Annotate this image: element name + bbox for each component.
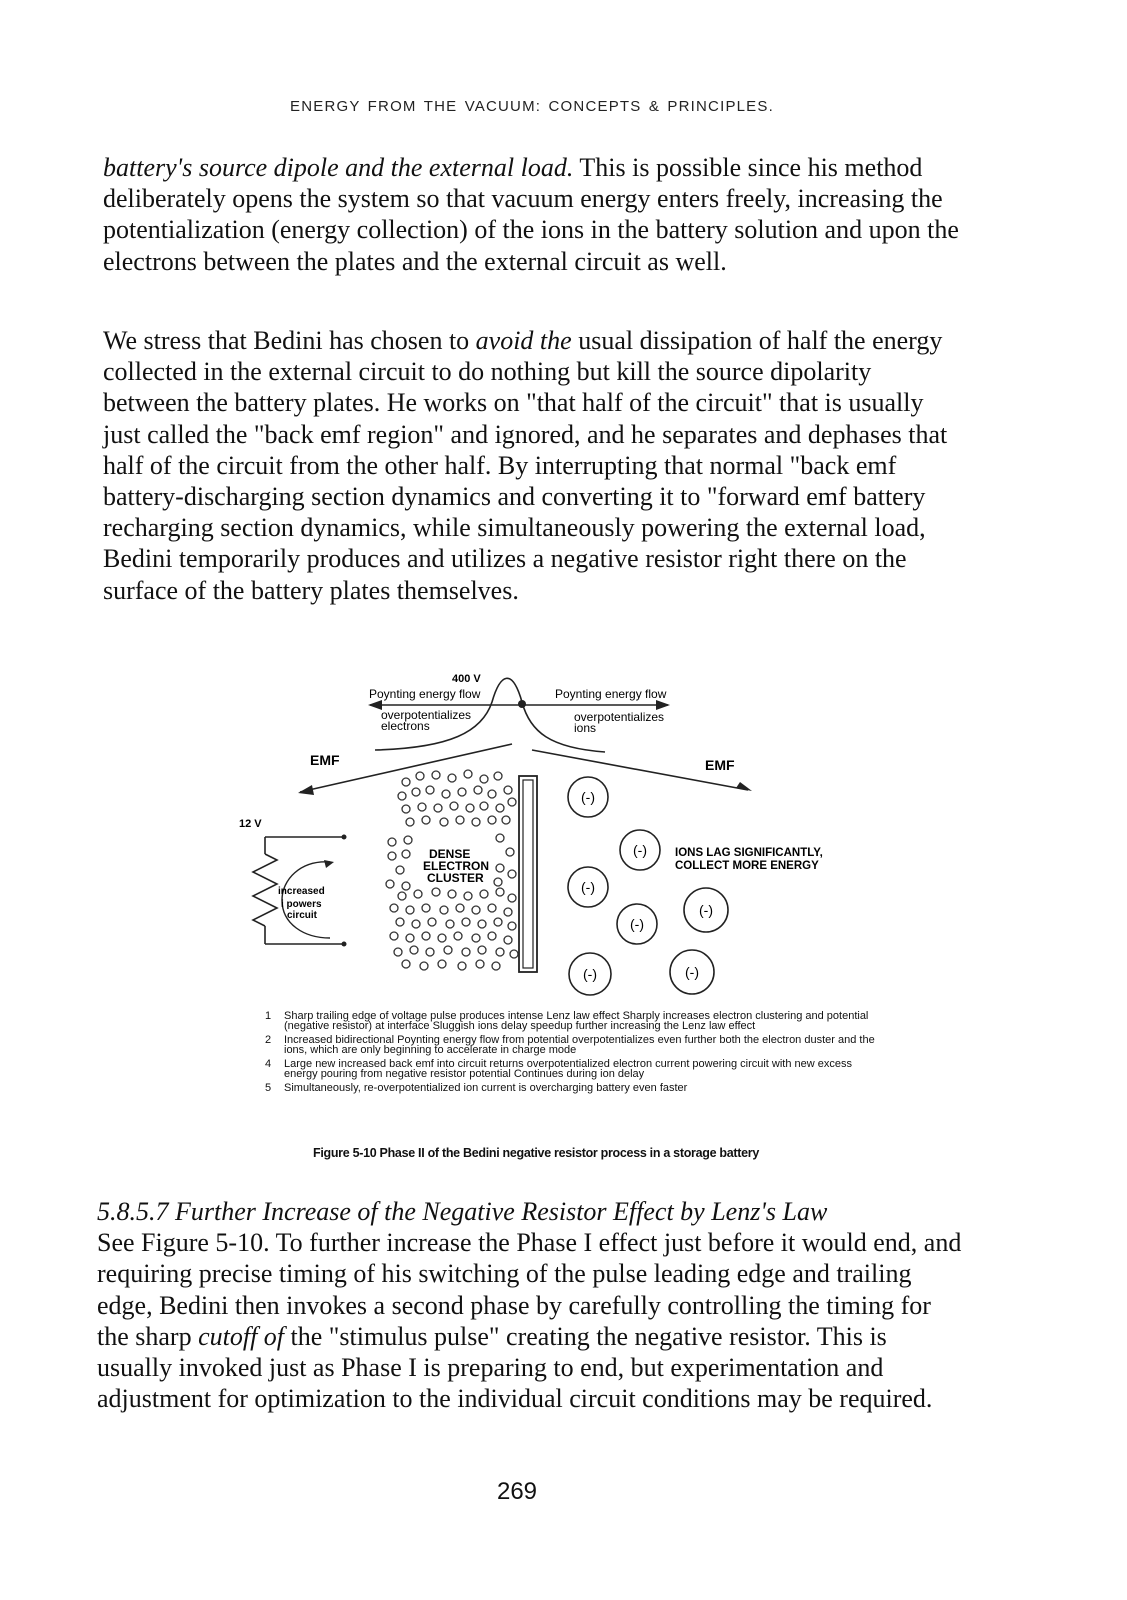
ion-charge-symbol: (-): [685, 964, 699, 980]
cluster-label-1: DENSE: [429, 847, 471, 861]
paragraph-1-text: This is possible since his method deliberately opens the system so that vacuum energy enters freely, increasing the potentialization (energy collection) of the ions in the battery solution and upon the electrons between the plates and the external circuit as well.: [103, 153, 959, 276]
electron-circle: [432, 888, 440, 896]
electron-circle: [496, 948, 504, 956]
electron-circle: [422, 904, 430, 912]
note-text: Simultaneously, re-overpotentialized ion current is overcharging battery even faster: [284, 1082, 688, 1094]
figure-note: [265, 1011, 885, 1031]
electron-circle: [448, 774, 456, 782]
note-text: Sharp trailing edge of voltage pulse produces intense Lenz law effect Sharply increases electron clustering and potential (negative resistor) at interface Sluggish ions delay speedup further increasing the Lenz law effect: [284, 1010, 869, 1032]
electron-circle: [406, 906, 414, 914]
electron-circle: [412, 788, 420, 796]
note-number: 2: [265, 1034, 272, 1046]
electron-circle: [488, 790, 496, 798]
electron-circle: [402, 778, 410, 786]
cluster-label-3: CLUSTER: [427, 871, 484, 885]
peak-voltage-label: 400 V: [452, 673, 481, 685]
electron-circle: [396, 918, 404, 926]
paragraph-2-text-b: usual dissipation of half the energy collected in the external circuit to do nothing but kill the source dipolarity between the battery plates. He works on "that half of the circuit" that is usually just called the "back emf region" and ignored, and he separates and dephases that half of the circuit from the other half. By interrupting that normal "back emf battery-discharging section dynamics and converting it to "forward emf battery recharging section dynamics, while simultaneously powering the external load, Bedini temporarily produces and utilizes a negative resistor right there on the surface of the battery plates themselves.: [103, 326, 948, 605]
figure-note: [265, 1059, 885, 1079]
ion-charge-symbol: (-): [630, 916, 644, 932]
paragraph-2-text-a: We stress that Bedini has chosen to: [103, 326, 476, 355]
note-number: 1: [265, 1010, 272, 1022]
electron-circle: [474, 786, 482, 794]
electron-circle: [494, 918, 502, 926]
paragraph-2: [103, 325, 963, 606]
loop-label-3: circuit: [287, 910, 318, 921]
electron-circle: [422, 932, 430, 940]
section-paragraph: [97, 1196, 967, 1414]
right-overpotentializes-label: overpotentializes: [574, 710, 665, 724]
electron-circle: [390, 932, 398, 940]
electron-circle: [462, 918, 470, 926]
electron-circle: [494, 772, 502, 780]
ion-charge-symbol: (-): [699, 902, 713, 918]
electron-circle: [456, 816, 464, 824]
electron-circle: [462, 948, 470, 956]
electron-circle: [508, 894, 516, 902]
electron-circle: [480, 802, 488, 810]
electron-circle: [414, 890, 422, 898]
figure-notes: [265, 1011, 885, 1097]
electron-circle: [480, 890, 488, 898]
electron-circle: [426, 948, 434, 956]
electron-circle: [428, 918, 436, 926]
figure-note: [265, 1035, 885, 1055]
electron-circle: [464, 770, 472, 778]
electron-circle: [488, 932, 496, 940]
electron-circle: [488, 816, 496, 824]
right-flow-label: Poynting energy flow: [555, 687, 667, 701]
electron-circle: [478, 920, 486, 928]
electron-circle: [440, 818, 448, 826]
electron-circle: [466, 804, 474, 812]
left-flow-label: Poynting energy flow: [369, 687, 481, 701]
electron-circle: [438, 960, 446, 968]
electron-circle: [432, 771, 440, 779]
note-text: Large new increased back emf into circuit returns overpotentialized electron current powering circuit with new excess energy pouring from negative resistor potential Continues during ion delay: [284, 1058, 852, 1080]
electron-circle: [388, 852, 396, 860]
electron-circle: [404, 836, 412, 844]
ion-charge-symbol: (-): [633, 842, 647, 858]
electron-circle: [492, 962, 500, 970]
electron-circle: [416, 772, 424, 780]
section-text-a: See Figure 5-10. To further increase the Phase I effect just before it would end, and requiring precise timing of his switching of the pulse leading edge and trailing edge, Bedini then invokes a second phase by carefully controlling the timing for the sharp: [97, 1228, 962, 1351]
electron-circle: [454, 932, 462, 940]
electron-circle: [472, 906, 480, 914]
electron-circle: [508, 870, 516, 878]
electron-circle: [506, 848, 514, 856]
paragraph-2-italic: avoid the: [475, 326, 572, 355]
figure-caption: Figure 5-10 Phase II of the Bedini negative resistor process in a storage battery: [313, 1146, 759, 1160]
note-number: 4: [265, 1058, 272, 1070]
electron-circle: [448, 890, 456, 898]
loop-label-1: increased: [278, 886, 325, 897]
electron-circle: [502, 816, 510, 824]
electron-circle: [450, 802, 458, 810]
electron-circle: [438, 934, 446, 942]
electron-circle: [458, 962, 466, 970]
electron-circle: [504, 908, 512, 916]
electron-circle: [488, 904, 496, 912]
electron-circle: [386, 880, 394, 888]
electron-circle: [480, 775, 488, 783]
electron-circle: [442, 790, 450, 798]
note-text: Increased bidirectional Poynting energy flow from potential overpotentializes even further both the electron duster and the ions, which are only beginning to accelerate in charge mode: [284, 1034, 875, 1056]
electron-circle: [510, 950, 518, 958]
running-header: ENERGY FROM THE VACUUM: CONCEPTS & PRINCIPLES.: [290, 98, 774, 115]
electron-circle: [402, 960, 410, 968]
figure-note: [265, 1083, 885, 1093]
electron-circle: [458, 788, 466, 796]
electron-circle: [410, 946, 418, 954]
electron-circle: [496, 834, 504, 842]
battery-voltage-label: 12 V: [239, 818, 262, 830]
electron-circle: [464, 892, 472, 900]
electron-circle: [398, 892, 406, 900]
electron-circle: [508, 922, 516, 930]
electron-circle: [472, 818, 480, 826]
section-text-b: the "stimulus pulse" creating the negative resistor. This is usually invoked just as Phase I is preparing to end, but experimentation and adjustment for optimization to the individual circuit conditions may be required.: [97, 1321, 933, 1414]
page-number: 269: [496, 1478, 538, 1505]
electron-circle: [402, 850, 410, 858]
electron-circle: [440, 906, 448, 914]
electron-circle: [456, 904, 464, 912]
section-italic: cutoff of: [198, 1321, 285, 1351]
electron-circle: [394, 948, 402, 956]
electron-circle: [446, 920, 454, 928]
ion-charge-symbol: (-): [583, 966, 597, 982]
electron-circle: [418, 803, 426, 811]
paragraph-1-italic: battery's source dipole and the external load.: [103, 153, 574, 182]
ion-charge-symbol: (-): [581, 879, 595, 895]
electron-circle: [504, 936, 512, 944]
electron-circle: [478, 946, 486, 954]
ions-lag-label-1: IONS LAG SIGNIFICANTLY,: [675, 847, 823, 859]
electron-circle: [406, 934, 414, 942]
electron-circle: [402, 882, 410, 890]
electron-circle: [496, 888, 504, 896]
electron-circle: [494, 878, 502, 886]
electron-circle: [398, 792, 406, 800]
section-heading: 5.8.5.7 Further Increase of the Negative Resistor Effect by Lenz's Law: [97, 1197, 828, 1226]
emf-right-label: EMF: [705, 757, 735, 773]
electron-circle: [496, 864, 504, 872]
electron-circle: [444, 946, 452, 954]
paragraph-1: [103, 152, 963, 277]
electron-circle: [422, 816, 430, 824]
right-ions-label: ions: [574, 721, 597, 735]
electron-circle: [412, 920, 420, 928]
electron-circle: [426, 786, 434, 794]
electron-circle: [406, 818, 414, 826]
ion-group: [568, 777, 728, 995]
electron-circle: [476, 960, 484, 968]
diagram-lines: [253, 678, 748, 972]
note-number: 5: [265, 1082, 272, 1094]
cluster-label-2: ELECTRON: [423, 859, 489, 873]
figure-diagram: [230, 662, 870, 1007]
emf-left-label: EMF: [310, 752, 340, 768]
electron-circle: [434, 804, 442, 812]
left-electrons-label: electrons: [381, 719, 430, 733]
electron-circle: [388, 838, 396, 846]
electron-circle: [504, 786, 512, 794]
electron-circle: [472, 934, 480, 942]
electron-circle: [402, 805, 410, 813]
electron-circle: [390, 904, 398, 912]
electron-circle: [508, 798, 516, 806]
loop-label-2: i powers: [281, 899, 322, 910]
electron-circle: [496, 804, 504, 812]
electron-circle: [420, 962, 428, 970]
left-overpotentializes-label: overpotentializes: [381, 708, 472, 722]
ion-charge-symbol: (-): [581, 789, 595, 805]
electron-circle: [396, 866, 404, 874]
ions-lag-label-2: COLLECT MORE ENERGY: [675, 860, 819, 872]
